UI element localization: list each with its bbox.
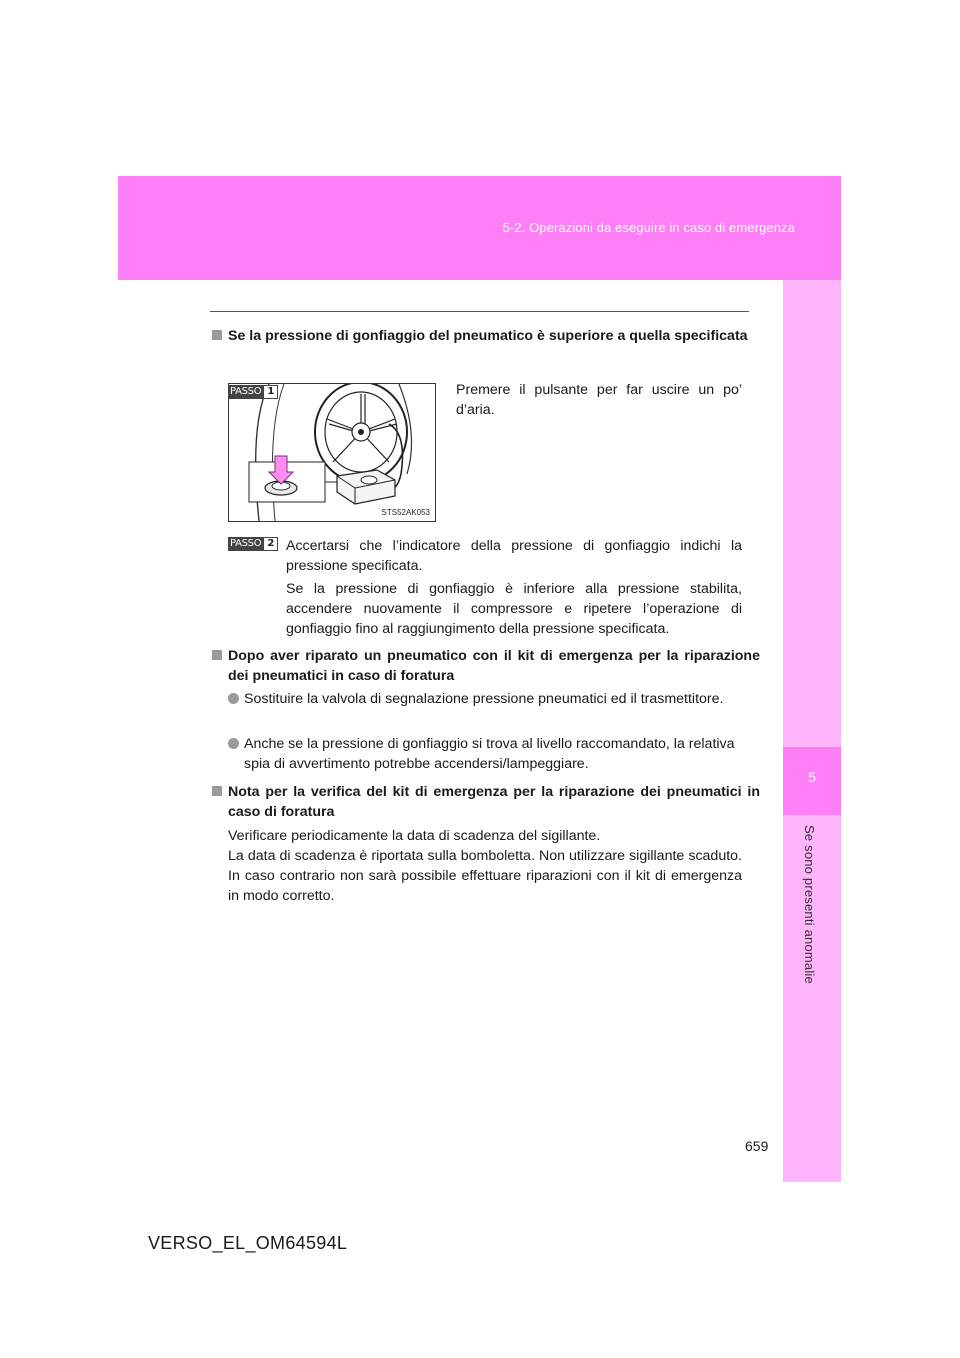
figure-compressor [228, 383, 436, 522]
heading-text: Se la pressione di gonfiaggio del pneumatico è superiore a quella specificata [228, 328, 748, 344]
step-2-note: Se la pressione di gonfiaggio è inferiore alla pressione stabilita, accendere nuovamente il compressore e ripetere l’operazione di gonfiaggio fino al raggiungimento della pressione specificata. [286, 581, 742, 637]
list-item [228, 689, 758, 709]
document-code: VERSO_EL_OM64594L [148, 1233, 348, 1253]
round-bullet-icon [228, 738, 239, 749]
square-bullet-icon [212, 330, 222, 340]
heading-after-repair [212, 646, 760, 686]
compressor-illustration [229, 384, 435, 521]
side-tab-number: 5 [808, 769, 816, 785]
step-badge-word: PASSO [230, 538, 262, 549]
step-badge-word: PASSO [230, 386, 262, 397]
heading-note-kit [212, 782, 760, 822]
page-number: 659 [745, 1138, 769, 1154]
step-badge-number: 2 [263, 537, 278, 551]
side-strip [783, 280, 841, 1182]
round-bullet-icon [228, 693, 239, 704]
step-2-badge [228, 537, 278, 551]
heading-pressure-high [212, 326, 760, 346]
step-badge-number: 1 [263, 385, 278, 399]
step-1-badge [228, 385, 278, 399]
step-1-text: Premere il pulsante per far uscire un po’ d’aria. [456, 382, 742, 418]
figure-code: STS52AK053 [381, 508, 430, 517]
square-bullet-icon [212, 786, 222, 796]
side-tab[interactable] [783, 747, 841, 815]
step-2-text: Accertarsi che l’indicatore della pressione di gonfiaggio indichi la pressione specificata. [286, 538, 742, 574]
list-item-text: Anche se la pressione di gonfiaggio si trova al livello raccomandato, la relativa spia di avvertimento potrebbe accendersi/lampeggiare. [244, 736, 735, 772]
note-paragraph: La data di scadenza è riportata sulla bomboletta. Non utilizzare sigillante scaduto. In caso contrario non sarà possibile effettuare riparazioni con il kit di emergenza in modo corretto. [228, 848, 742, 904]
section-title: 5-2. Operazioni da eseguire in caso di emergenza [502, 220, 795, 235]
header-band [118, 176, 841, 280]
square-bullet-icon [212, 650, 222, 660]
section-divider [210, 311, 749, 312]
heading-text: Nota per la verifica del kit di emergenza per la riparazione dei pneumatici in caso di foratura [228, 784, 760, 820]
list-item-text: Sostituire la valvola di segnalazione pressione pneumatici ed il trasmettitore. [244, 691, 724, 707]
note-line: Verificare periodicamente la data di scadenza del sigillante. [228, 828, 601, 844]
heading-text: Dopo aver riparato un pneumatico con il kit di emergenza per la riparazione dei pneumatici in caso di foratura [228, 648, 760, 684]
list-item [228, 734, 758, 774]
side-tab-label: Se sono presenti anomalie [802, 825, 817, 984]
